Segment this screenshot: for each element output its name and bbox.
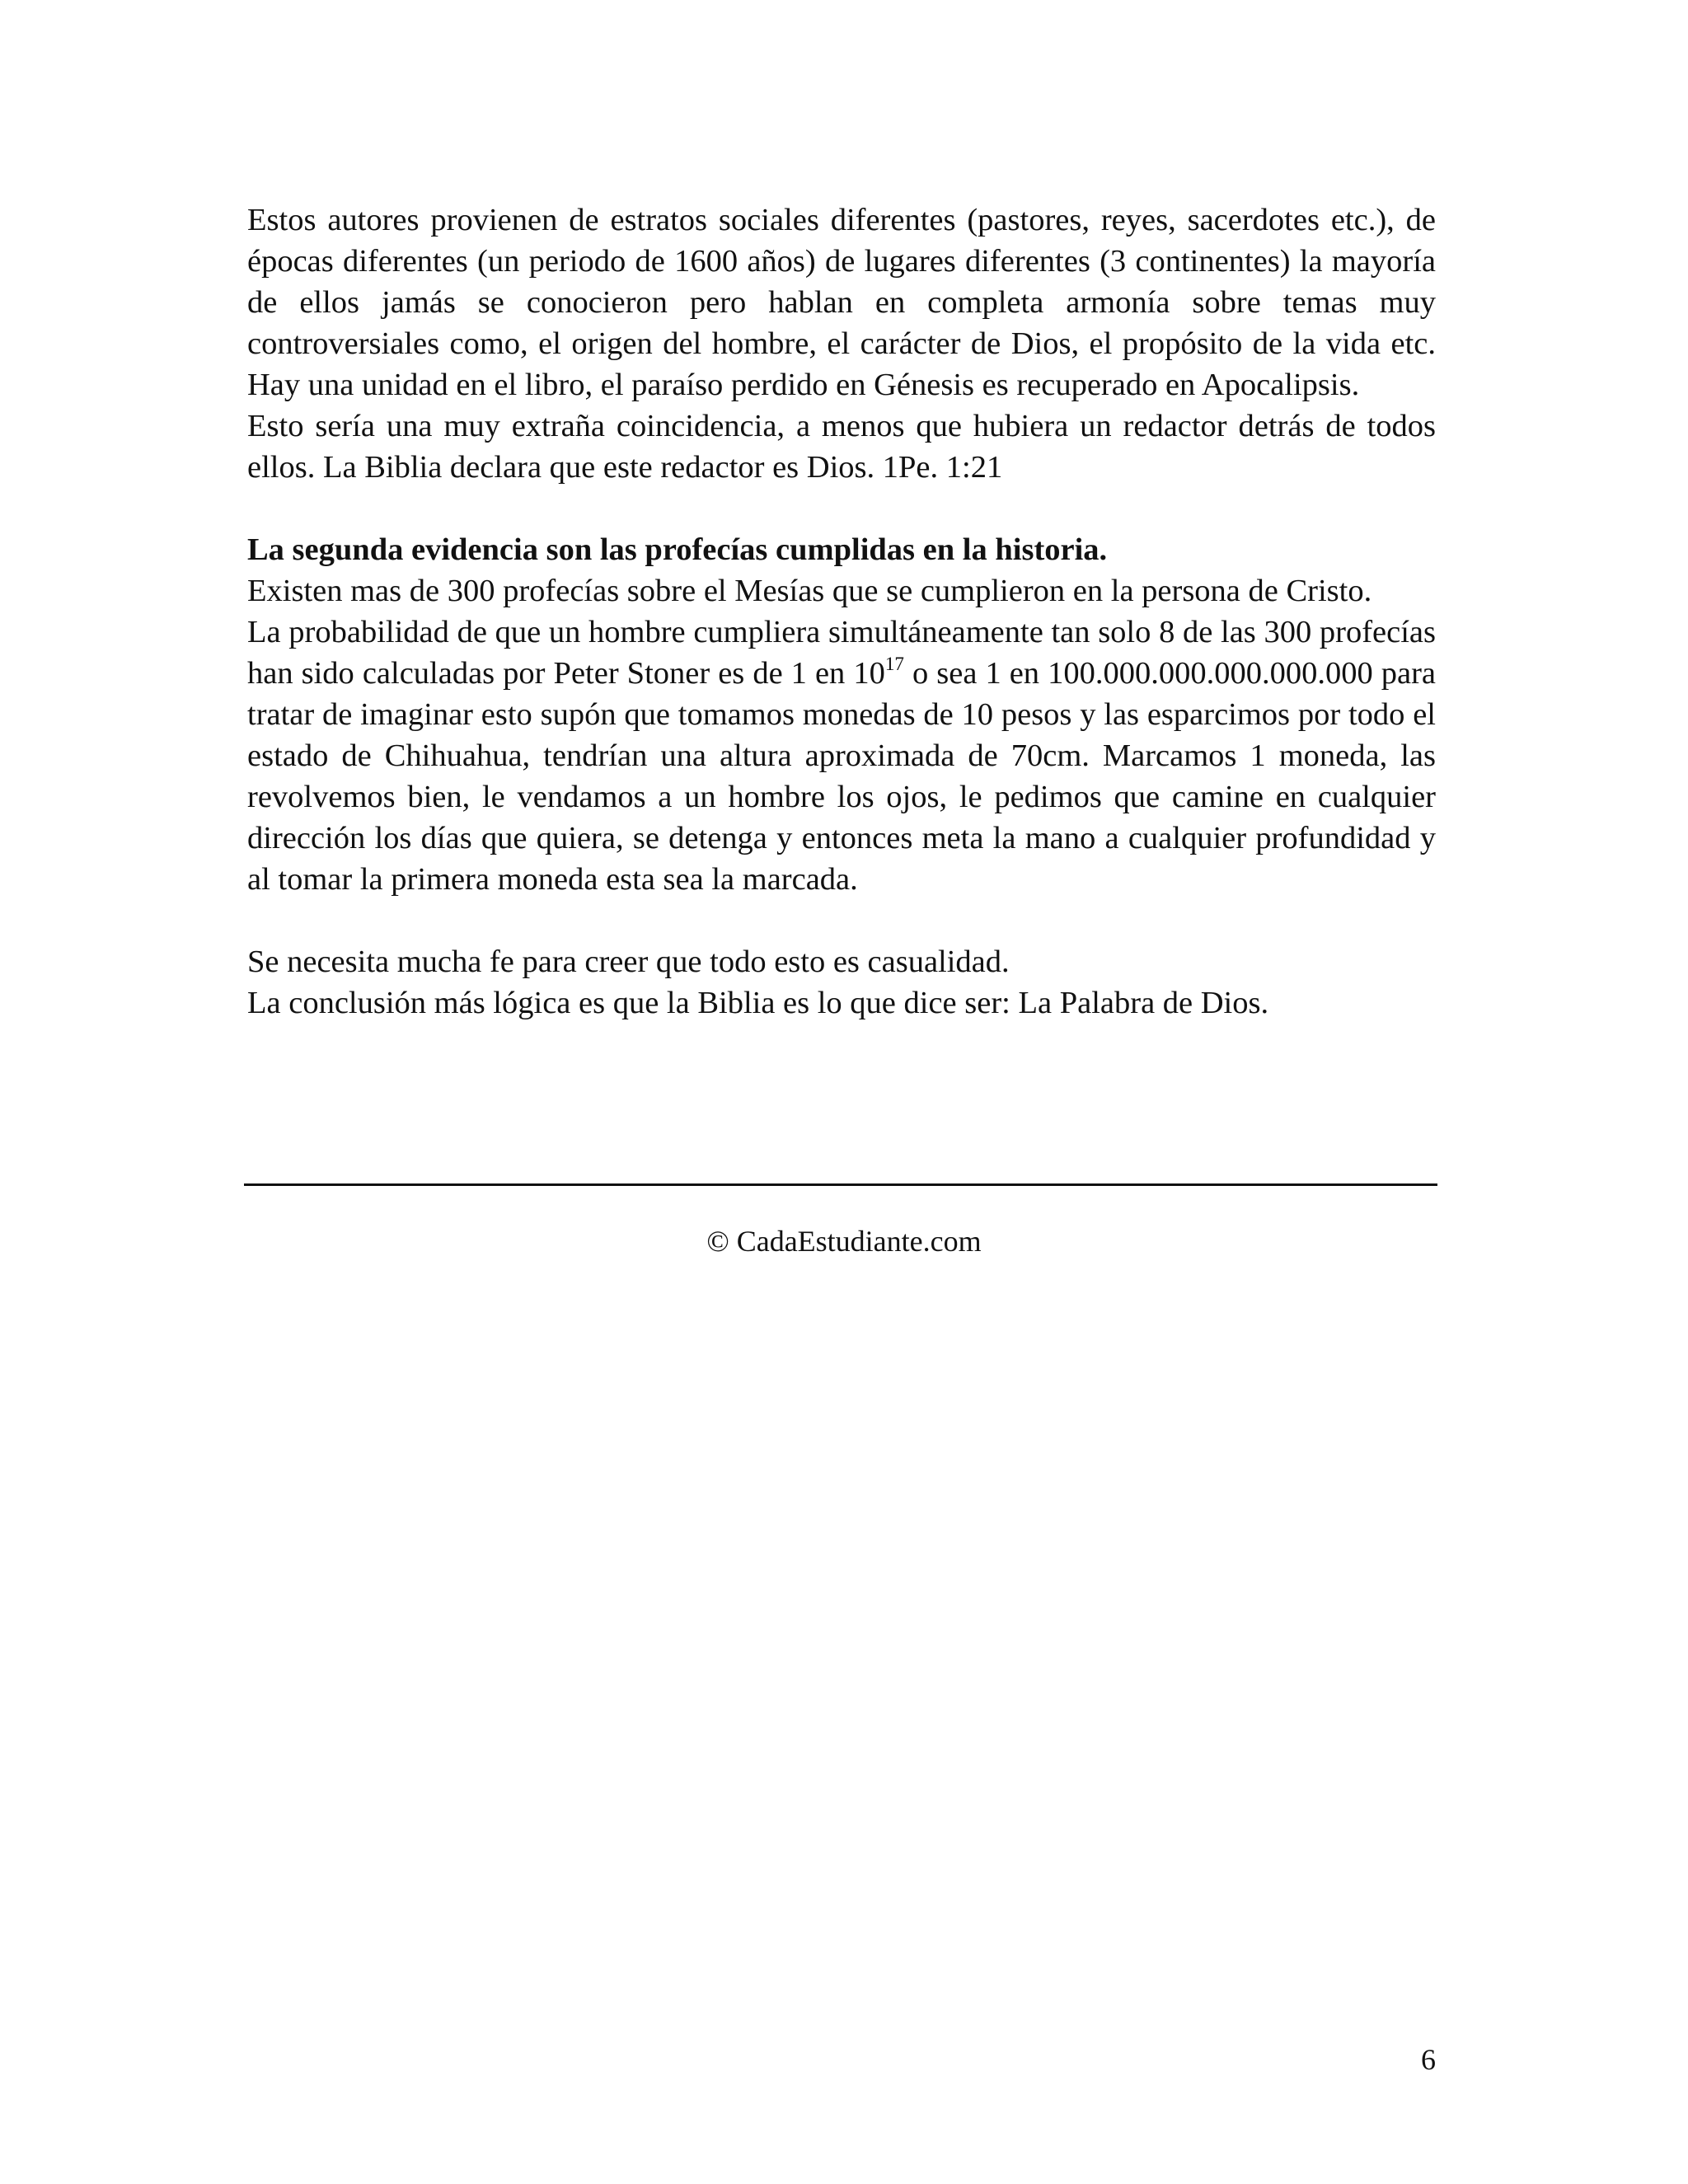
footer-copyright: © CadaEstudiante.com (706, 1225, 982, 1258)
page-number: 6 (1421, 2043, 1436, 2076)
probability-text-start: La probabilidad de que un hombre cumpliera simultáneamente tan solo 8 de las 300 profecías han sido calculadas por Peter Stoner es de 1 en 10 (247, 615, 1436, 691)
paragraph-conclusion: La conclusión más lógica es que la Biblia es lo que dice ser: La Palabra de Dios. (247, 986, 1269, 1020)
paragraph-faith: Se necesita mucha fe para creer que todo esto es casualidad. (247, 944, 1010, 979)
paragraph-probability (247, 612, 1436, 900)
paragraph-gap (247, 900, 1436, 941)
paragraph-prophecies: Existen mas de 300 profecías sobre el Mesías que se cumplieron en la persona de Cristo. (247, 574, 1372, 608)
document-body (247, 199, 1436, 1024)
section-heading: La segunda evidencia son las profecías cumplidas en la historia. (247, 532, 1108, 567)
probability-text-end: o sea 1 en 100.000.000.000.000.000 para tratar de imaginar esto supón que tomamos monedas de 10 pesos y las esparcimos por todo el estado de Chihuahua, tendrían una altura aproximada de 70cm. Marcamos 1 moneda, las revolvemos bien, le vendamos a un hombre los ojos, le pedimos que camine en cualquier dirección los días que quiera, se detenga y entonces meta la mano a cualquier profundidad y al tomar la primera moneda esta sea la marcada. (247, 656, 1436, 897)
paragraph-authors: Estos autores provienen de estratos sociales diferentes (pastores, reyes, sacerdotes etc.), de épocas diferentes (un periodo de 1600 años) de lugares diferentes (3 continentes) la mayoría de ellos jamás se conocieron pero hablan en completa armonía sobre temas muy controversiales como, el origen del hombre, el carácter de Dios, el propósito de la vida etc. Hay una unidad en el libro, el paraíso perdido en Génesis es recuperado en Apocalipsis. (247, 203, 1436, 402)
paragraph-coincidence: Esto sería una muy extraña coincidencia, a menos que hubiera un redactor detrás de todos ellos. La Biblia declara que este redactor es Dios. 1Pe. 1:21 (247, 409, 1436, 485)
probability-exponent: 17 (884, 652, 904, 674)
horizontal-rule (244, 1183, 1437, 1186)
paragraph-gap (247, 488, 1436, 529)
